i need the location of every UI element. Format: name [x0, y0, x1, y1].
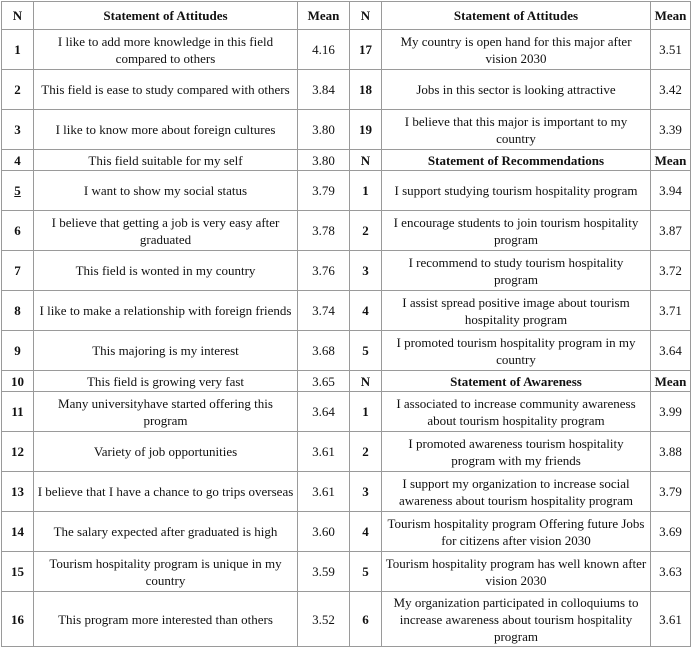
mean-value: 3.76 [298, 251, 350, 291]
mean-value: 3.71 [651, 291, 691, 331]
table-row [2, 251, 691, 291]
mean-value: 4.16 [298, 30, 350, 70]
statement: I associated to increase community awareness about tourism hospitality program [382, 392, 651, 432]
row-number: 18 [350, 70, 382, 110]
row-number: 5 [350, 552, 382, 592]
statement: I encourage students to join tourism hospitality program [382, 211, 651, 251]
row-number: 2 [350, 211, 382, 251]
statement: I assist spread positive image about tourism hospitality program [382, 291, 651, 331]
row-number: 19 [350, 110, 382, 150]
row-number: 5 [350, 331, 382, 371]
section-header-awareness: Statement of Awareness [382, 371, 651, 392]
statement: This field is ease to study compared with others [34, 70, 298, 110]
mean-value: 3.59 [298, 552, 350, 592]
statement: The salary expected after graduated is high [34, 512, 298, 552]
table-row [2, 552, 691, 592]
statement: This program more interested than others [34, 592, 298, 647]
section-header-n: N [350, 371, 382, 392]
section-header-mean: Mean [651, 150, 691, 171]
mean-value: 3.61 [298, 432, 350, 472]
mean-value: 3.39 [651, 110, 691, 150]
mean-value: 3.63 [651, 552, 691, 592]
mean-value: 3.42 [651, 70, 691, 110]
mean-value: 3.61 [298, 472, 350, 512]
table-row [2, 70, 691, 110]
header-statement-left: Statement of Attitudes [34, 2, 298, 30]
mean-value: 3.99 [651, 392, 691, 432]
row-number: 1 [350, 392, 382, 432]
table-row [2, 371, 691, 392]
attitudes-table [1, 1, 691, 647]
table-row [2, 171, 691, 211]
row-number: 9 [2, 331, 34, 371]
mean-value: 3.84 [298, 70, 350, 110]
header-n-left: N [2, 2, 34, 30]
statement: Tourism hospitality program Offering future Jobs for citizens after vision 2030 [382, 512, 651, 552]
row-number: 7 [2, 251, 34, 291]
mean-value: 3.68 [298, 331, 350, 371]
statement: My organization participated in colloquiums to increase awareness about tourism hospitality program [382, 592, 651, 647]
statement: Variety of job opportunities [34, 432, 298, 472]
mean-value: 3.64 [298, 392, 350, 432]
row-number: 1 [350, 171, 382, 211]
mean-value: 3.94 [651, 171, 691, 211]
statement: Many universityhave started offering this program [34, 392, 298, 432]
statement: This majoring is my interest [34, 331, 298, 371]
statement: I like to add more knowledge in this field compared to others [34, 30, 298, 70]
mean-value: 3.51 [651, 30, 691, 70]
row-number: 4 [350, 291, 382, 331]
statement: I like to know more about foreign cultures [34, 110, 298, 150]
statement: I like to make a relationship with foreign friends [34, 291, 298, 331]
statement: Tourism hospitality program has well known after vision 2030 [382, 552, 651, 592]
row-number: 12 [2, 432, 34, 472]
row-number: 8 [2, 291, 34, 331]
row-number: 3 [350, 251, 382, 291]
statement: Tourism hospitality program is unique in my country [34, 552, 298, 592]
section-header-n: N [350, 150, 382, 171]
mean-value: 3.61 [651, 592, 691, 647]
table-row [2, 150, 691, 171]
row-number: 15 [2, 552, 34, 592]
statement: I believe that getting a job is very easy after graduated [34, 211, 298, 251]
row-number: 6 [2, 211, 34, 251]
statement: I promoted tourism hospitality program in my country [382, 331, 651, 371]
table-row [2, 331, 691, 371]
row-number: 3 [350, 472, 382, 512]
row-number: 2 [2, 70, 34, 110]
row-number: 17 [350, 30, 382, 70]
mean-value: 3.60 [298, 512, 350, 552]
section-header-mean: Mean [651, 371, 691, 392]
statement: This field is growing very fast [34, 371, 298, 392]
mean-value: 3.65 [298, 371, 350, 392]
section-header-recommendations: Statement of Recommendations [382, 150, 651, 171]
mean-value: 3.64 [651, 331, 691, 371]
statement: My country is open hand for this major after vision 2030 [382, 30, 651, 70]
mean-value: 3.79 [651, 472, 691, 512]
table-row [2, 472, 691, 512]
mean-value: 3.79 [298, 171, 350, 211]
statement: This field is wonted in my country [34, 251, 298, 291]
mean-value: 3.80 [298, 110, 350, 150]
statement: I promoted awareness tourism hospitality program with my friends [382, 432, 651, 472]
statement: This field suitable for my self [34, 150, 298, 171]
statement: I support studying tourism hospitality program [382, 171, 651, 211]
row-number: 3 [2, 110, 34, 150]
mean-value: 3.80 [298, 150, 350, 171]
header-mean-left: Mean [298, 2, 350, 30]
table-row [2, 110, 691, 150]
row-number: 2 [350, 432, 382, 472]
statement: I support my organization to increase social awareness about tourism hospitality program [382, 472, 651, 512]
mean-value: 3.88 [651, 432, 691, 472]
row-number: 4 [350, 512, 382, 552]
mean-value: 3.78 [298, 211, 350, 251]
row-number: 4 [2, 150, 34, 171]
row-number: 11 [2, 392, 34, 432]
table-row [2, 30, 691, 70]
table-row [2, 291, 691, 331]
header-statement-right: Statement of Attitudes [382, 2, 651, 30]
row-number: 14 [2, 512, 34, 552]
mean-value: 3.72 [651, 251, 691, 291]
table-row [2, 512, 691, 552]
statement: I believe that this major is important to my country [382, 110, 651, 150]
row-number: 13 [2, 472, 34, 512]
row-number: 10 [2, 371, 34, 392]
statement: Jobs in this sector is looking attractive [382, 70, 651, 110]
header-row [2, 2, 691, 30]
table-row [2, 592, 691, 647]
header-mean-right: Mean [651, 2, 691, 30]
header-n-right: N [350, 2, 382, 30]
mean-value: 3.74 [298, 291, 350, 331]
mean-value: 3.87 [651, 211, 691, 251]
statement: I want to show my social status [34, 171, 298, 211]
row-number: 6 [350, 592, 382, 647]
mean-value: 3.52 [298, 592, 350, 647]
row-number: 5 [2, 171, 34, 211]
statement: I recommend to study tourism hospitality program [382, 251, 651, 291]
table-row [2, 432, 691, 472]
mean-value: 3.69 [651, 512, 691, 552]
row-number: 1 [2, 30, 34, 70]
row-number: 16 [2, 592, 34, 647]
statement: I believe that I have a chance to go trips overseas [34, 472, 298, 512]
table-row [2, 211, 691, 251]
table-row [2, 392, 691, 432]
